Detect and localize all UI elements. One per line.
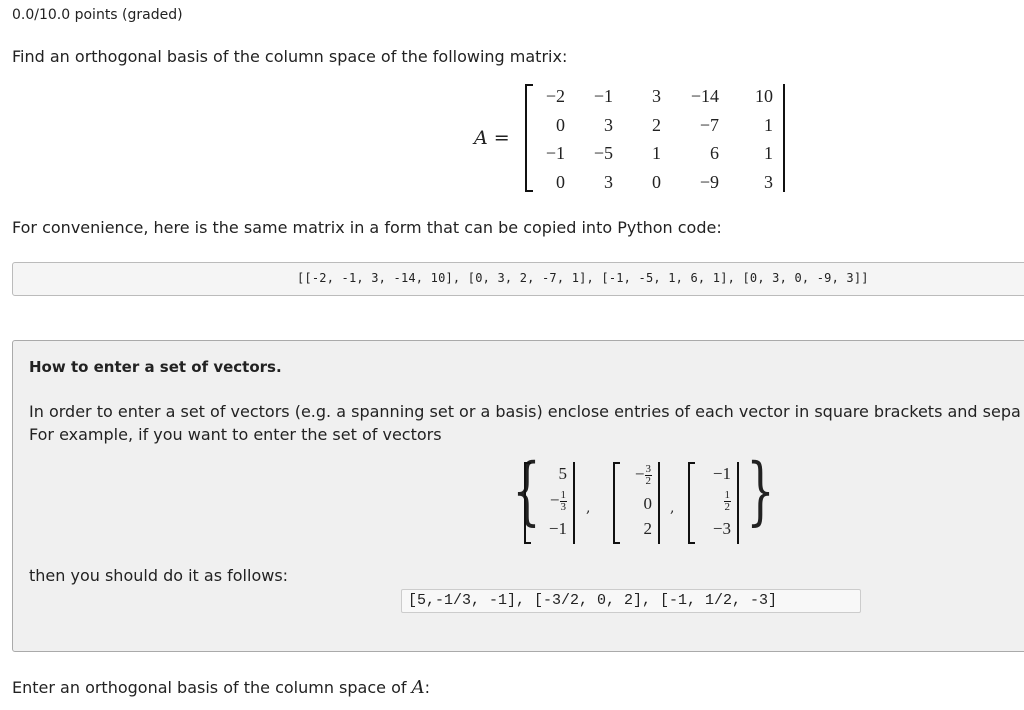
matrix-cell: 3 bbox=[652, 86, 661, 106]
example-vector-2 bbox=[613, 462, 660, 544]
vector-entry: 0 bbox=[643, 494, 652, 513]
matrix-cell: −2 bbox=[545, 86, 565, 106]
matrix-cell: 6 bbox=[710, 143, 719, 163]
vector-entry-sign: − bbox=[549, 490, 560, 510]
example-vector-3 bbox=[688, 462, 739, 544]
matrix-cell: 0 bbox=[652, 172, 661, 192]
matrix-cell: 1 bbox=[764, 115, 773, 135]
problem-prompt: Find an orthogonal basis of the column space of the following matrix: bbox=[12, 47, 568, 66]
example-answer: [5,-1/3, -1], [-3/2, 0, 2], [-1, 1/2, -3] bbox=[408, 592, 778, 609]
left-brace: { bbox=[512, 448, 541, 534]
answer-prompt-text: Enter an orthogonal basis of the column space of bbox=[12, 678, 407, 697]
matrix-cell: 1 bbox=[764, 143, 773, 163]
matrix-cell: −14 bbox=[690, 86, 719, 106]
matrix-cell: 0 bbox=[556, 115, 565, 135]
matrix-cell: 3 bbox=[764, 172, 773, 192]
vector-entry: −3 bbox=[712, 519, 731, 538]
matrix-label: A = bbox=[474, 127, 510, 149]
help-line-2: For example, if you want to enter the set of vectors bbox=[29, 425, 442, 444]
comma: , bbox=[586, 500, 591, 516]
score-label: 0.0/10.0 points (graded) bbox=[12, 7, 183, 23]
matrix-cell: −7 bbox=[699, 115, 719, 135]
fraction bbox=[560, 490, 568, 513]
python-code[interactable]: [[-2, -1, 3, -14, 10], [0, 3, 2, -7, 1], [-1, -5, 1, 6, 1], [0, 3, 0, -9, 3]] bbox=[297, 271, 869, 285]
vector-entry: 5 bbox=[558, 464, 567, 483]
fraction bbox=[724, 490, 732, 513]
python-intro: For convenience, here is the same matrix in a form that can be copied into Python code: bbox=[12, 218, 722, 237]
fraction bbox=[645, 464, 653, 487]
python-code-box[interactable] bbox=[12, 262, 1024, 296]
help-line-1: In order to enter a set of vectors (e.g. a spanning set or a basis) enclose entries of each vector in square brackets and sepa bbox=[29, 402, 1021, 421]
matrix-cell: 0 bbox=[556, 172, 565, 192]
example-answer-box bbox=[401, 589, 861, 613]
denominator: 2 bbox=[645, 475, 651, 487]
right-brace: } bbox=[746, 448, 775, 534]
vector-entry-sign: − bbox=[634, 464, 645, 484]
vector-entry: −1 bbox=[548, 519, 567, 538]
matrix-cell: 3 bbox=[604, 172, 613, 192]
answer-var: A bbox=[411, 677, 425, 698]
help-then: then you should do it as follows: bbox=[29, 566, 289, 585]
matrix-cell: 1 bbox=[652, 143, 661, 163]
comma: , bbox=[670, 500, 675, 516]
matrix-cell: 2 bbox=[652, 115, 661, 135]
example-vector-1 bbox=[524, 462, 575, 544]
vector-entry: −1 bbox=[712, 464, 731, 483]
answer-prompt bbox=[12, 677, 430, 698]
denominator: 3 bbox=[560, 501, 566, 513]
numerator: 3 bbox=[645, 463, 651, 475]
help-heading: How to enter a set of vectors. bbox=[29, 358, 282, 376]
denominator: 2 bbox=[724, 501, 730, 513]
answer-colon: : bbox=[424, 678, 430, 697]
numerator: 1 bbox=[560, 489, 566, 501]
vector-entry: 2 bbox=[643, 519, 652, 538]
matrix-cell: 10 bbox=[755, 86, 773, 106]
matrix-cell: −1 bbox=[545, 143, 565, 163]
numerator: 1 bbox=[724, 489, 730, 501]
matrix-cell: −9 bbox=[699, 172, 719, 192]
matrix-a bbox=[525, 84, 785, 192]
matrix-cell: −5 bbox=[593, 143, 613, 163]
matrix-cell: 3 bbox=[604, 115, 613, 135]
matrix-cell: −1 bbox=[593, 86, 613, 106]
